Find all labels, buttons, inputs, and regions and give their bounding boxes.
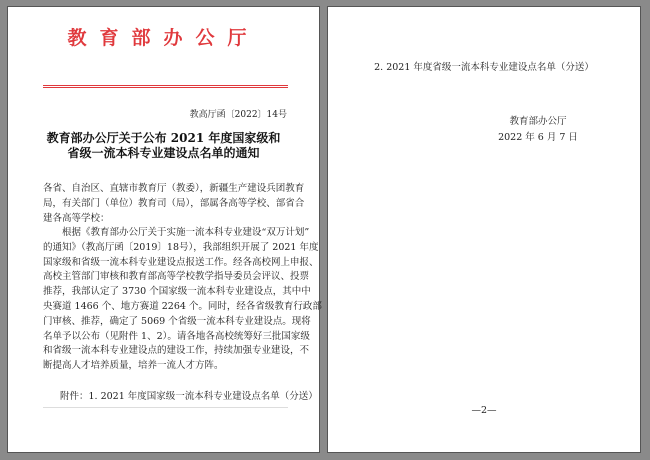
document-title [8, 131, 319, 161]
body-paragraph [43, 226, 322, 374]
signature-org: 教育部办公厅 [509, 116, 567, 127]
attachment-1: 附件：1. 2021 年度国家级一流本科专业建设点名单（分送） [60, 391, 318, 402]
text-line: 建各高等学校： [43, 212, 110, 224]
title-line: 省级一流本科专业建设点名单的通知 [67, 146, 260, 160]
text-line: 和省级一流本科专业建设点的建设工作，持续加强专业建设，不 [43, 345, 310, 357]
title-line: 教育部办公厅关于公布 2021 年度国家级和 [46, 131, 281, 145]
text-line: 央赛道 1466 个、地方赛道 2264 个。同时，经各省级教育行政部 [43, 300, 322, 312]
divider [43, 407, 288, 408]
document-page-2 [328, 7, 640, 452]
text-line: 高校主管部门审核和教育部高等学校教学指导委员会评议、投票 [43, 271, 310, 283]
signature-block [478, 114, 598, 146]
text-line: 根据《教育部办公厅关于实施一流本科专业建设“双万计划” [62, 227, 310, 238]
document-number: 教高厅函〔2022〕14号 [189, 110, 287, 120]
signature-date: 2022 年 6 月 7 日 [498, 132, 578, 143]
text-line: 各省、自治区、直辖市教育厅（教委），新疆生产建设兵团教育 [43, 183, 305, 194]
document-page-1 [8, 7, 322, 452]
page-number: —2— [471, 405, 497, 416]
org-letterhead: 教育部办公厅 [67, 27, 260, 49]
text-line: 名单予以公布（见附件 1、2）。请各地各高校统筹好三批国家级 [43, 330, 310, 342]
text-line: 推荐，我部认定了 3730 个国家级一流本科专业建设点，其中中 [43, 286, 311, 298]
addressee [43, 182, 305, 226]
text-line: 国家级和省级一流本科专业建设点报送工作。经各高校网上申报、 [43, 256, 319, 268]
text-line: 断提高人才培养质量，培养一流人才方阵。 [43, 360, 224, 372]
red-divider [43, 85, 288, 88]
text-line: 的通知》（教高厅函〔2019〕18号），我部组织开展了 2021 年度 [43, 241, 319, 253]
text-line: 门审核、推荐，确定了 5069 个省级一流本科专业建设点。现将 [43, 315, 311, 327]
attachment-2: 2. 2021 年度省级一流本科专业建设点名单（分送） [374, 62, 594, 73]
text-line: 局，有关部门（单位）教育司（局），部属各高等学校、部省合 [43, 197, 305, 209]
